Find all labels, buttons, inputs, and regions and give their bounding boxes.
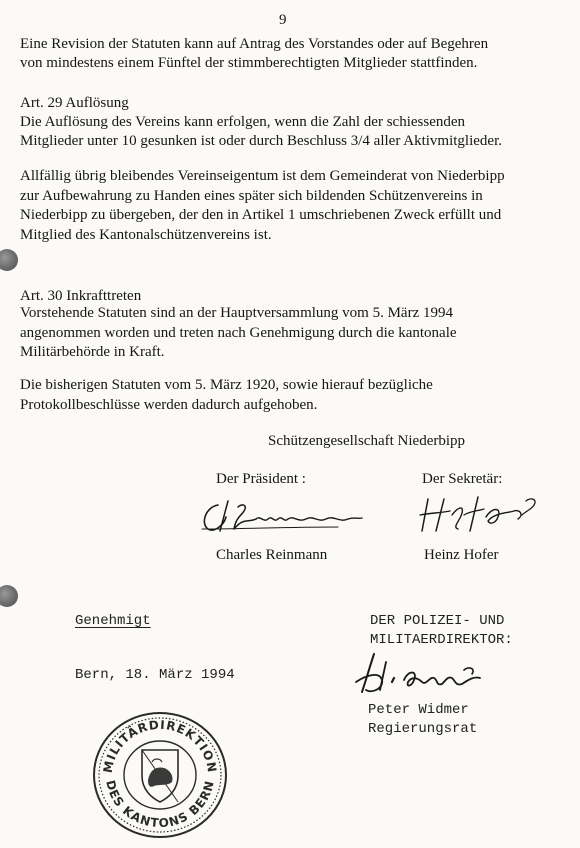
president-signature: [198, 493, 368, 535]
art30-para2-line-2: Protokollbeschlüsse werden dadurch aufgehoben.: [20, 397, 318, 413]
art29-para2-line-2: zur Aufbewahrung zu Handen eines später sich bildenden Schützenvereins in: [20, 188, 483, 204]
page-number: 9: [279, 12, 287, 28]
president-name: Charles Reinmann: [216, 547, 328, 563]
art30-para1-line-3: Militärbehörde in Kraft.: [20, 344, 165, 360]
svg-text:DES KANTONS BERN: [103, 779, 217, 830]
art29-heading: Art. 29 Auflösung: [20, 95, 129, 111]
president-title: Der Präsident :: [216, 471, 306, 487]
art30-heading: Art. 30 Inkrafttreten: [20, 288, 142, 304]
art29-para1-line-2: Mitglieder unter 10 gesunken ist oder durch Beschluss 3/4 aller Aktivmitglieder.: [20, 133, 502, 149]
intro-line-1: Eine Revision der Statuten kann auf Antrag des Vorstandes oder auf Begehren: [20, 36, 489, 52]
art29-para1-line-1: Die Auflösung des Vereins kann erfolgen, wenn die Zahl der schiessenden: [20, 114, 466, 130]
secretary-title: Der Sekretär:: [422, 471, 503, 487]
authority-line-1: DER POLIZEI- UND: [370, 613, 505, 629]
art30-para1-line-2: angenommen worden und treten nach Genehmigung durch die kantonale: [20, 325, 457, 341]
art29-para2-line-4: Mitglied des Kantonalschützenvereins ist.: [20, 227, 272, 243]
signer-name: Peter Widmer: [368, 702, 469, 718]
authority-line-2: MILITAERDIREKTOR:: [370, 632, 513, 648]
director-signature: [352, 648, 512, 698]
secretary-name: Heinz Hofer: [424, 547, 499, 563]
seal-top-text: MILITÄRDIREKTION: [100, 717, 220, 774]
art29-para2-line-1: Allfällig übrig bleibendes Vereinseigentum ist dem Gemeinderat von Niederbipp: [20, 168, 505, 184]
signer-title: Regierungsrat: [368, 721, 478, 737]
approval-place-date: Bern, 18. März 1994: [75, 667, 235, 683]
art30-para1-line-1: Vorstehende Statuten sind an der Hauptversammlung vom 5. März 1994: [20, 305, 453, 321]
art30-para2-line-1: Die bisherigen Statuten vom 5. März 1920, sowie hierauf bezügliche: [20, 377, 433, 393]
seal-bottom-text: DES KANTONS BERN: [103, 778, 217, 831]
official-seal: [90, 710, 230, 840]
intro-line-2: von mindestens einem Fünftel der stimmberechtigten Mitglieder stattfinden.: [20, 55, 478, 71]
art29-para2-line-3: Niederbipp zu übergeben, der den in Artikel 1 umschriebenen Zweck erfüllt und: [20, 207, 502, 223]
punch-hole-top: [0, 249, 18, 271]
approval-label: Genehmigt: [75, 613, 151, 629]
secretary-signature: [418, 493, 548, 535]
society-name: Schützengesellschaft Niederbipp: [268, 433, 466, 449]
punch-hole-bottom: [0, 585, 18, 607]
